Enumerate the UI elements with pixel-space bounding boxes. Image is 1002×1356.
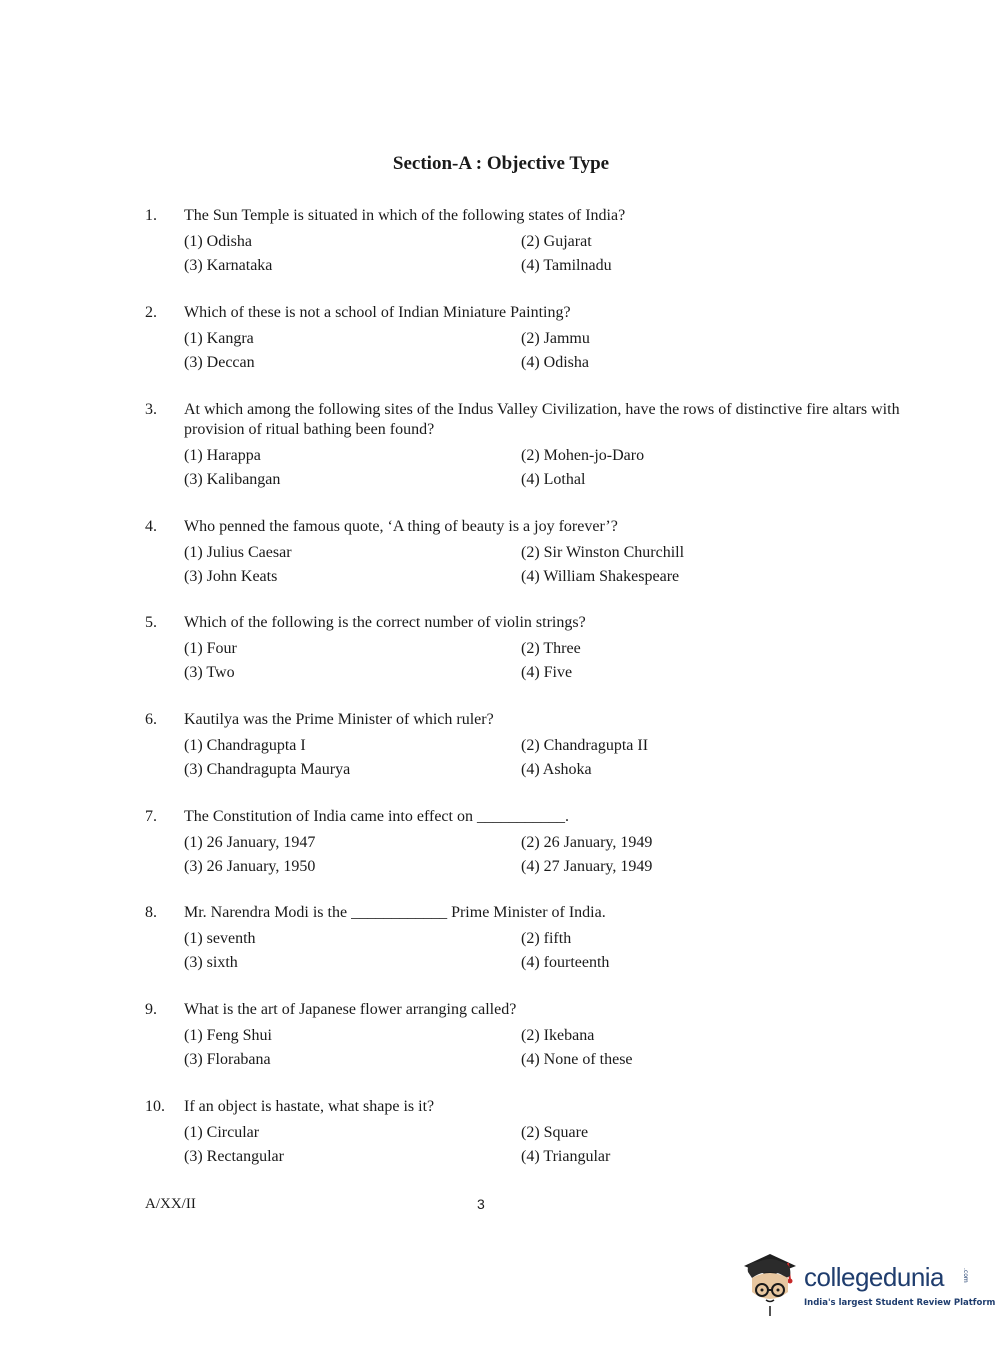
option-3: (3) Two: [184, 664, 235, 681]
option-1: (1) seventh: [184, 930, 256, 947]
question-3: [145, 400, 905, 492]
option-1: (1) 26 January, 1947: [184, 834, 316, 851]
option-3: (3) Deccan: [184, 354, 255, 371]
question-number: 2.: [145, 304, 157, 321]
page-number: 3: [477, 1196, 485, 1212]
question-8: [145, 903, 905, 975]
option-4: (4) Odisha: [521, 354, 589, 371]
question-text: At which among the following sites of the Indus Valley Civilization, have the rows of distinctive fire altars with provision of ritual bathing been found?: [184, 401, 900, 438]
question-text: Which of the following is the correct number of violin strings?: [184, 614, 586, 631]
option-2: (2) Jammu: [521, 330, 590, 347]
question-text: Which of these is not a school of Indian Miniature Painting?: [184, 304, 571, 321]
option-2: (2) Gujarat: [521, 233, 592, 250]
option-2: (2) fifth: [521, 930, 572, 947]
question-2: [145, 303, 905, 375]
question-text: The Constitution of India came into effect on ___________.: [184, 808, 569, 825]
option-2: (2) Chandragupta II: [521, 737, 649, 754]
question-number: 10.: [145, 1098, 165, 1115]
brand-name: collegedunia: [804, 1262, 945, 1292]
question-number: 8.: [145, 904, 157, 921]
question-9: [145, 1000, 905, 1072]
option-4: (4) Five: [521, 664, 573, 681]
option-1: (1) Circular: [184, 1124, 260, 1141]
option-1: (1) Kangra: [184, 330, 254, 347]
option-2: (2) Three: [521, 640, 581, 657]
question-text: Who penned the famous quote, ‘A thing of beauty is a joy forever’?: [184, 518, 618, 535]
brand-tagline: India's largest Student Review Platform: [804, 1298, 996, 1308]
option-1: (1) Four: [184, 640, 237, 657]
question-text: Mr. Narendra Modi is the ____________ Prime Minister of India.: [184, 904, 606, 921]
brand-domain: .com: [962, 1268, 969, 1283]
question-6: [145, 710, 905, 782]
question-number: 7.: [145, 808, 157, 825]
option-1: (1) Harappa: [184, 447, 261, 464]
question-text: What is the art of Japanese flower arranging called?: [184, 1001, 517, 1018]
option-4: (4) Ashoka: [521, 761, 592, 778]
option-2: (2) Mohen-jo-Daro: [521, 447, 645, 464]
option-3: (3) John Keats: [184, 568, 278, 585]
question-number: 9.: [145, 1001, 157, 1018]
question-number: 6.: [145, 711, 157, 728]
option-3: (3) Chandragupta Maurya: [184, 761, 351, 778]
option-4: (4) William Shakespeare: [521, 568, 680, 585]
question-10: [145, 1097, 905, 1169]
option-1: (1) Feng Shui: [184, 1027, 272, 1044]
option-4: (4) Lothal: [521, 471, 586, 488]
option-1: (1) Chandragupta I: [184, 737, 306, 754]
question-text: If an object is hastate, what shape is it?: [184, 1098, 435, 1115]
question-5: [145, 613, 905, 685]
option-2: (2) Sir Winston Churchill: [521, 544, 685, 561]
option-3: (3) Rectangular: [184, 1148, 284, 1165]
option-2: (2) Ikebana: [521, 1027, 595, 1044]
option-4: (4) Triangular: [521, 1148, 611, 1165]
option-4: (4) None of these: [521, 1051, 633, 1068]
question-1: [145, 206, 905, 278]
option-1: (1) Odisha: [184, 233, 252, 250]
paper-code: A/XX/II: [145, 1196, 196, 1212]
option-3: (3) sixth: [184, 954, 238, 971]
mascot-icon: [740, 1248, 802, 1320]
question-number: 4.: [145, 518, 157, 535]
question-4: [145, 517, 905, 589]
option-1: (1) Julius Caesar: [184, 544, 292, 561]
question-number: 3.: [145, 401, 157, 418]
section-title: Section-A : Objective Type: [392, 153, 610, 174]
question-number: 1.: [145, 207, 157, 224]
question-text: The Sun Temple is situated in which of the following states of India?: [184, 207, 626, 224]
collegedunia-logo: [740, 1248, 996, 1320]
option-2: (2) Square: [521, 1124, 589, 1141]
question-number: 5.: [145, 614, 157, 631]
option-3: (3) 26 January, 1950: [184, 858, 316, 875]
option-3: (3) Kalibangan: [184, 471, 281, 488]
option-4: (4) 27 January, 1949: [521, 858, 653, 875]
option-2: (2) 26 January, 1949: [521, 834, 653, 851]
question-text: Kautilya was the Prime Minister of which ruler?: [184, 711, 494, 728]
option-3: (3) Florabana: [184, 1051, 271, 1068]
option-4: (4) fourteenth: [521, 954, 610, 971]
option-3: (3) Karnataka: [184, 257, 273, 274]
option-4: (4) Tamilnadu: [521, 257, 612, 274]
question-7: [145, 807, 905, 879]
